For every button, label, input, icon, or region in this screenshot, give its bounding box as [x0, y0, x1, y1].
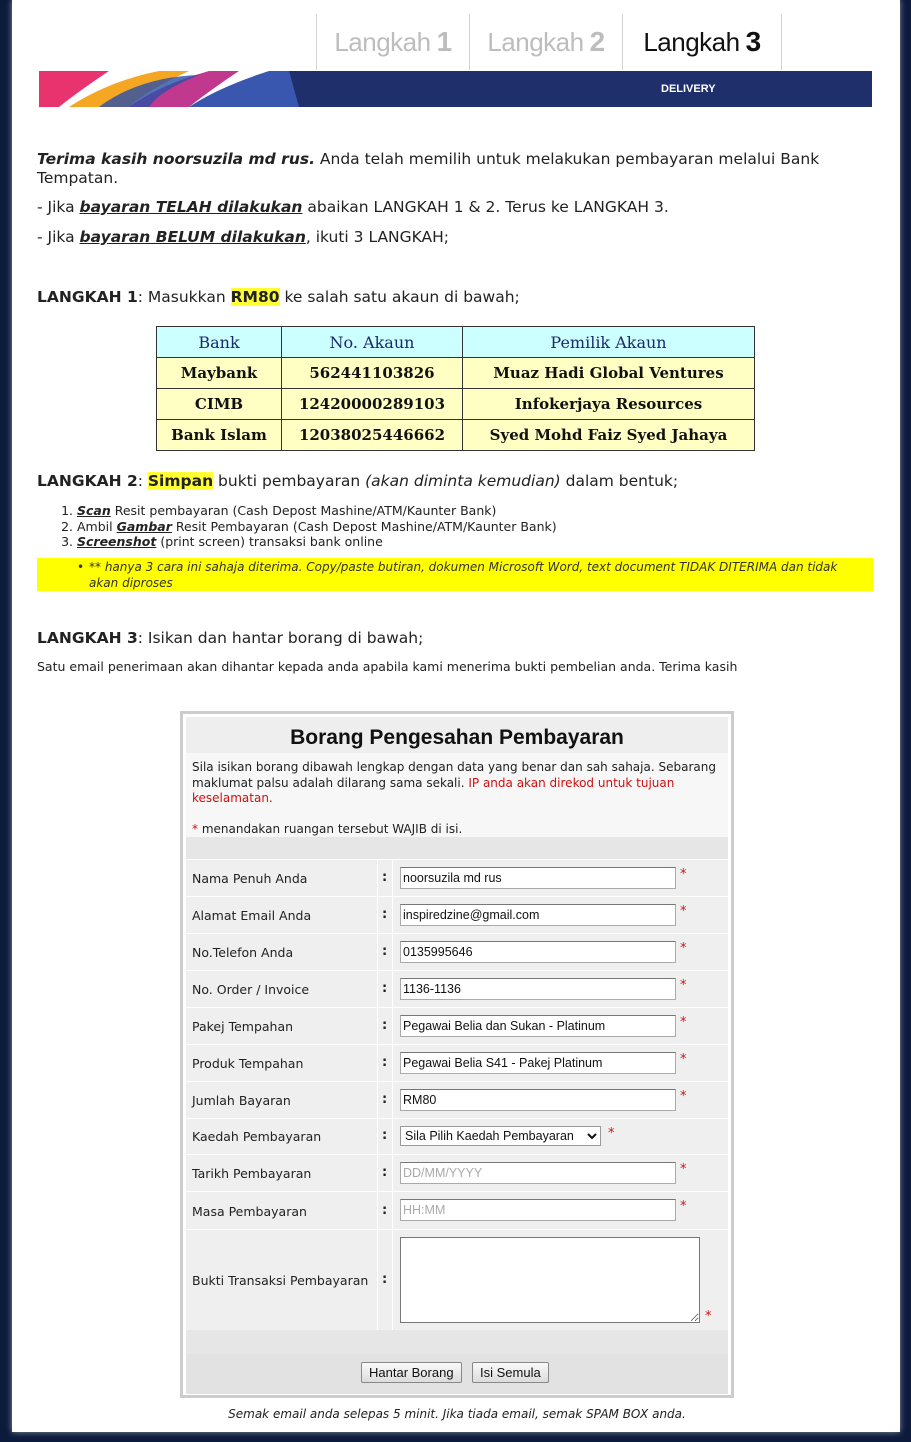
instruction-prefix: - Jika — [37, 228, 80, 246]
column-header-account-no: No. Akaun — [282, 327, 463, 358]
form-inner — [186, 717, 728, 1394]
field-colon: : — [382, 1055, 388, 1070]
instruction-unpaid — [37, 228, 877, 247]
list-item — [77, 534, 557, 550]
column-divider — [392, 1155, 393, 1191]
column-divider — [392, 1192, 393, 1229]
column-divider — [377, 971, 378, 1007]
required-asterisk: * — [680, 904, 687, 919]
account-number-cell: 12420000289103 — [282, 389, 463, 420]
field-label: Kaedah Pembayaran — [192, 1129, 322, 1144]
field-label: Nama Penuh Anda — [192, 871, 308, 886]
column-divider — [392, 1230, 393, 1330]
table-row — [157, 358, 755, 389]
full-name-input[interactable] — [400, 867, 676, 889]
field-row-email — [186, 896, 728, 933]
instruction-paid — [37, 198, 877, 217]
account-owner-cell: Syed Mohd Faiz Syed Jahaya — [463, 420, 755, 451]
step-tabs — [316, 14, 782, 70]
account-owner-cell: Muaz Hadi Global Ventures — [463, 358, 755, 389]
required-asterisk: * — [680, 1162, 687, 1177]
form-title: Borang Pengesahan Pembayaran — [186, 717, 728, 753]
required-asterisk: * — [680, 978, 687, 993]
bullet-icon: • — [77, 560, 85, 574]
product-input[interactable] — [400, 1052, 676, 1074]
field-colon: : — [382, 1203, 388, 1218]
step-tab-1 — [316, 14, 469, 70]
field-label: Produk Tempahan — [192, 1056, 304, 1071]
column-divider — [392, 897, 393, 933]
required-asterisk: * — [608, 1126, 615, 1141]
step-label: Langkah — [487, 26, 584, 57]
required-asterisk: * — [705, 1309, 712, 1324]
field-colon: : — [382, 907, 388, 922]
step1-amount: RM80 — [230, 288, 280, 306]
column-divider — [377, 1119, 378, 1154]
step-number: 2 — [589, 26, 605, 57]
field-label: Tarikh Pembayaran — [192, 1166, 312, 1181]
field-row-bukti — [186, 1229, 728, 1330]
banner-graphic — [39, 71, 319, 107]
method-text: Resit Pembayaran (Cash Depost Mashine/ATM/Kaunter Bank) — [171, 518, 557, 534]
field-label: Alamat Email Anda — [192, 908, 312, 923]
method-text: Resit pembayaran (Cash Depost Mashine/ATM/Kaunter Bank) — [110, 503, 497, 518]
step-label: Langkah — [643, 26, 740, 57]
column-header-bank: Bank — [157, 327, 282, 358]
thank-you-text — [37, 150, 877, 188]
required-asterisk: * — [680, 1199, 687, 1214]
field-colon: : — [382, 1128, 388, 1143]
field-label: Jumlah Bayaran — [192, 1093, 291, 1108]
field-colon: : — [382, 1018, 388, 1033]
account-number-cell: 12038025446662 — [282, 420, 463, 451]
list-item — [77, 519, 557, 535]
form-warning — [192, 760, 722, 807]
payment-confirmation-form — [180, 711, 734, 1398]
step2-keyword: Simpan — [147, 472, 214, 490]
account-number-cell: 562441103826 — [282, 358, 463, 389]
form-spacer — [186, 1330, 728, 1354]
form-description — [186, 753, 728, 837]
method-keyword: Screenshot — [77, 534, 157, 549]
bank-account-table — [156, 326, 755, 451]
field-row-jumlah — [186, 1081, 728, 1118]
bank-name-cell: Maybank — [157, 358, 282, 389]
column-divider — [392, 1045, 393, 1081]
method-keyword: Gambar — [116, 518, 172, 534]
column-divider — [392, 1119, 393, 1154]
instruction-paid-emphasis: bayaran TELAH dilakukan — [79, 198, 303, 216]
required-note-text: menandakan ruangan tersebut WAJIB di isi. — [198, 821, 463, 836]
header-banner — [39, 71, 872, 107]
step-label: Langkah — [334, 26, 431, 57]
list-item — [77, 503, 557, 519]
email-confirmation-note: Satu email penerimaan akan dihantar kepada anda apabila kami menerima bukti pembelian anda. Terima kasih — [37, 659, 738, 674]
step1-text: : Masukkan — [137, 288, 231, 306]
banner-label: DELIVERY — [661, 83, 716, 95]
instruction-unpaid-text: , ikuti 3 LANGKAH; — [305, 228, 450, 246]
form-buttons — [186, 1354, 728, 1394]
field-colon: : — [382, 944, 388, 959]
method-keyword: Scan — [77, 503, 111, 518]
field-row-pakej — [186, 1007, 728, 1044]
column-divider — [377, 934, 378, 970]
step3-heading — [37, 629, 423, 647]
column-divider — [392, 934, 393, 970]
column-divider — [377, 1082, 378, 1118]
instruction-unpaid-emphasis: bayaran BELUM dilakukan — [79, 228, 306, 246]
column-divider — [392, 971, 393, 1007]
instruction-prefix: - Jika — [37, 198, 80, 216]
table-header-row — [157, 327, 755, 358]
required-asterisk: * — [680, 1089, 687, 1104]
step1-text-end: ke salah satu akaun di bawah; — [279, 288, 520, 306]
step-tab-2 — [469, 14, 622, 70]
payment-date-input[interactable] — [400, 1162, 676, 1184]
step2-heading — [37, 472, 678, 490]
method-text: (print screen) transaksi bank online — [156, 534, 383, 549]
email-input[interactable] — [400, 904, 676, 926]
column-divider — [377, 1008, 378, 1044]
required-asterisk: * — [680, 867, 687, 882]
column-divider — [377, 1155, 378, 1191]
column-divider — [392, 1008, 393, 1044]
reset-button[interactable]: Isi Semula — [472, 1362, 549, 1383]
step-number: 3 — [745, 26, 761, 57]
field-label: No.Telefon Anda — [192, 945, 294, 960]
payment-time-input[interactable] — [400, 1199, 676, 1221]
field-row-produk — [186, 1044, 728, 1081]
step-tab-3 — [622, 14, 782, 70]
step1-heading — [37, 288, 520, 306]
step3-text: : Isikan dan hantar borang di bawah; — [137, 629, 424, 647]
column-divider — [377, 860, 378, 896]
submit-button[interactable]: Hantar Borang — [361, 1362, 462, 1383]
table-row — [157, 420, 755, 451]
account-owner-cell: Infokerjaya Resources — [463, 389, 755, 420]
proof-textarea[interactable] — [400, 1237, 700, 1323]
proof-methods-list — [57, 503, 557, 550]
field-row-telefon — [186, 933, 728, 970]
column-divider — [377, 1192, 378, 1229]
page-frame — [12, 0, 900, 1432]
thank-you-name: Terima kasih noorsuzila md rus. — [37, 150, 315, 168]
field-row-masa — [186, 1191, 728, 1229]
field-row-tarikh — [186, 1154, 728, 1191]
required-asterisk: * — [680, 1052, 687, 1067]
field-colon: : — [382, 1165, 388, 1180]
step2-title: LANGKAH 2 — [37, 472, 138, 490]
column-divider — [392, 860, 393, 896]
step3-title: LANGKAH 3 — [37, 629, 138, 647]
field-label: Masa Pembayaran — [192, 1204, 307, 1219]
required-note — [192, 822, 722, 838]
bank-name-cell: Bank Islam — [157, 420, 282, 451]
column-divider — [392, 1082, 393, 1118]
step1-title: LANGKAH 1 — [37, 288, 138, 306]
form-spacer — [186, 837, 728, 859]
required-asterisk: * — [680, 1015, 687, 1030]
field-colon: : — [382, 981, 388, 996]
thank-you-message: Anda telah memilih untuk melakukan pembayaran melalui Bank Tempatan. — [37, 150, 820, 187]
payment-method-select[interactable] — [400, 1126, 601, 1146]
order-invoice-input[interactable] — [400, 978, 676, 1000]
field-label: Bukti Transaksi Pembayaran — [192, 1273, 369, 1288]
column-divider — [377, 1230, 378, 1330]
column-divider — [377, 1045, 378, 1081]
field-row-order — [186, 970, 728, 1007]
field-colon: : — [382, 870, 388, 885]
required-asterisk: * — [192, 821, 198, 836]
column-divider — [377, 897, 378, 933]
column-header-owner: Pemilik Akaun — [463, 327, 755, 358]
table-row — [157, 389, 755, 420]
package-input[interactable] — [400, 1015, 676, 1037]
amount-input[interactable] — [400, 1089, 676, 1111]
footer-note: Semak email anda selepas 5 minit. Jika tiada email, semak SPAM BOX anda. — [228, 1407, 686, 1421]
method-prefix: Ambil — [77, 518, 117, 534]
form-warning-ip: IP anda akan direkod untuk tujuan keselamatan. — [192, 775, 675, 805]
field-row-kaedah — [186, 1118, 728, 1154]
field-label: Pakej Tempahan — [192, 1019, 294, 1034]
step2-text: bukti pembayaran — [213, 472, 366, 490]
note-text: ** hanya 3 cara ini sahaja diterima. Copy/paste butiran, dokumen Microsoft Word, text document TIDAK DITERIMA dan tidak akan diproses — [89, 560, 838, 590]
step-number: 1 — [436, 26, 452, 57]
accepted-methods-note — [37, 558, 873, 591]
field-label: No. Order / Invoice — [192, 982, 310, 997]
field-row-nama — [186, 859, 728, 896]
field-colon: : — [382, 1272, 388, 1287]
phone-input[interactable] — [400, 941, 676, 963]
step2-colon: : — [137, 472, 148, 490]
form-warning-text: Sila isikan borang dibawah lengkap dengan data yang benar dan sah sahaja. Sebarang maklumat palsu adalah dilarang sama sekali. — [192, 760, 716, 790]
required-asterisk: * — [680, 941, 687, 956]
bank-name-cell: CIMB — [157, 389, 282, 420]
field-colon: : — [382, 1092, 388, 1107]
step2-text-end: dalam bentuk; — [560, 472, 679, 490]
instruction-paid-text: abaikan LANGKAH 1 & 2. Terus ke LANGKAH 3. — [302, 198, 669, 216]
step2-emphasis: (akan diminta kemudian) — [365, 472, 561, 490]
